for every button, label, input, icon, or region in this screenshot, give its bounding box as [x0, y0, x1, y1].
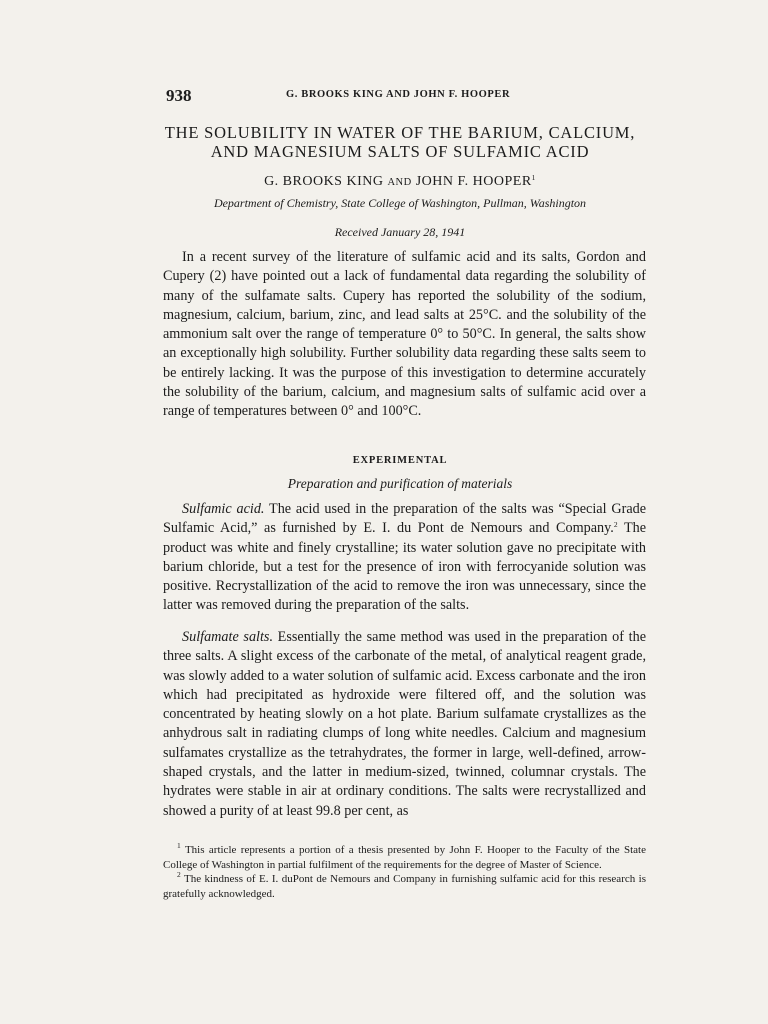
author-footnote-mark: 1	[531, 173, 536, 182]
intro-paragraph: In a recent survey of the literature of sulfamic acid and its salts, Gordon and Cupery (2) have pointed out a lack of fundamental data regarding the solubility of many of the sulfamate salts. Cupery has reported the solubility of the sodium, magnesium, calcium, barium, zinc, and lead salts at 25°C. and the solubility of the ammonium salt over the range of temperature 0° to 50°C. In general, the salts show an exceptionally high solubility. Further solubility data regarding these salts seem to be entirely lacking. It was the purpose of this investigation to determine accurately the solubility of the barium, calcium, and magnesium salts of sulfamic acid over a range of temperatures between 0° and 100°C.	[163, 249, 646, 420]
footnote-2-text: The kindness of E. I. duPont de Nemours and Company in furnishing sulfamic acid for this research is gratefully acknowledged.	[163, 873, 646, 900]
title-line-1: THE SOLUBILITY IN WATER OF THE BARIUM, CALCIUM,	[164, 123, 636, 142]
page-number: 938	[166, 86, 192, 105]
article-title	[150, 123, 650, 161]
footnotes	[163, 843, 646, 901]
footnote-ref-2: 2	[613, 520, 618, 530]
received-date: Received January 28, 1941	[334, 225, 466, 239]
affiliation: Department of Chemistry, State College of Washington, Pullman, Washington	[213, 196, 587, 210]
footnote-1	[163, 843, 646, 872]
intro-section	[163, 248, 646, 422]
page-header	[166, 86, 642, 106]
sulfamate-salts-section	[163, 628, 646, 821]
section-heading: EXPERIMENTAL	[352, 455, 448, 466]
sulfamate-salts-paragraph	[163, 628, 646, 821]
sulfamic-acid-lead: Sulfamic acid.	[182, 501, 265, 517]
author-conjunction: AND	[387, 177, 412, 188]
footnote-1-text: This article represents a portion of a thesis presented by John F. Hooper to the Faculty of the State College of Washington in partial fulfilment of the requirements for the degree of Master of Science.	[163, 844, 646, 871]
sulfamic-acid-paragraph	[163, 500, 646, 616]
sulfamic-acid-text-1: The acid used in the preparation of the salts was “Special Grade Sulfamic Acid,” as furnished by E. I. du Pont de Nemours and Company.	[163, 501, 647, 537]
running-head: G. BROOKS KING AND JOHN F. HOOPER	[286, 89, 511, 100]
subsection-heading: Preparation and purification of materials	[287, 476, 513, 491]
author-2: JOHN F. HOOPER	[415, 174, 532, 189]
author-line	[150, 174, 650, 190]
footnote-2-mark: 2	[177, 870, 181, 879]
author-1: G. BROOKS KING	[264, 174, 384, 189]
title-line-2: AND MAGNESIUM SALTS OF SULFAMIC ACID	[210, 142, 590, 161]
footnote-1-mark: 1	[177, 841, 181, 850]
sulfamate-salts-text: Essentially the same method was used in the preparation of the three salts. A slight excess of the carbonate of the metal, of analytical reagent grade, was slowly added to a water solution of sulfamic acid. Excess carbonate and the iron which had precipitated as hydroxide were filtered off, and the solution was concentrated by heating slowly on a hot plate. Barium sulfamate crystallizes as the anhydrous salt in radiating clumps of long white needles. Calcium and magnesium sulfamates crystallize as the tetrahydrates, the former in large, well-defined, arrow-shaped crystals, and the latter in medium-sized, twinned, columnar crystals. The hydrates were stable in air at ordinary conditions. The salts were recrystallized and showed a purity of at least 99.8 per cent, as	[163, 629, 647, 819]
sulfamate-salts-lead: Sulfamate salts.	[182, 629, 273, 645]
footnote-2	[163, 872, 646, 901]
sulfamic-acid-section	[163, 500, 646, 616]
sulfamic-acid-text-2: The product was white and finely crystalline; its water solution gave no precipitate with barium chloride, but a test for the presence of iron with ferrocyanide solution was positive. Recrystallization of the acid to remove the iron was unnecessary, since the latter was removed during the preparation of the salts.	[163, 520, 646, 614]
